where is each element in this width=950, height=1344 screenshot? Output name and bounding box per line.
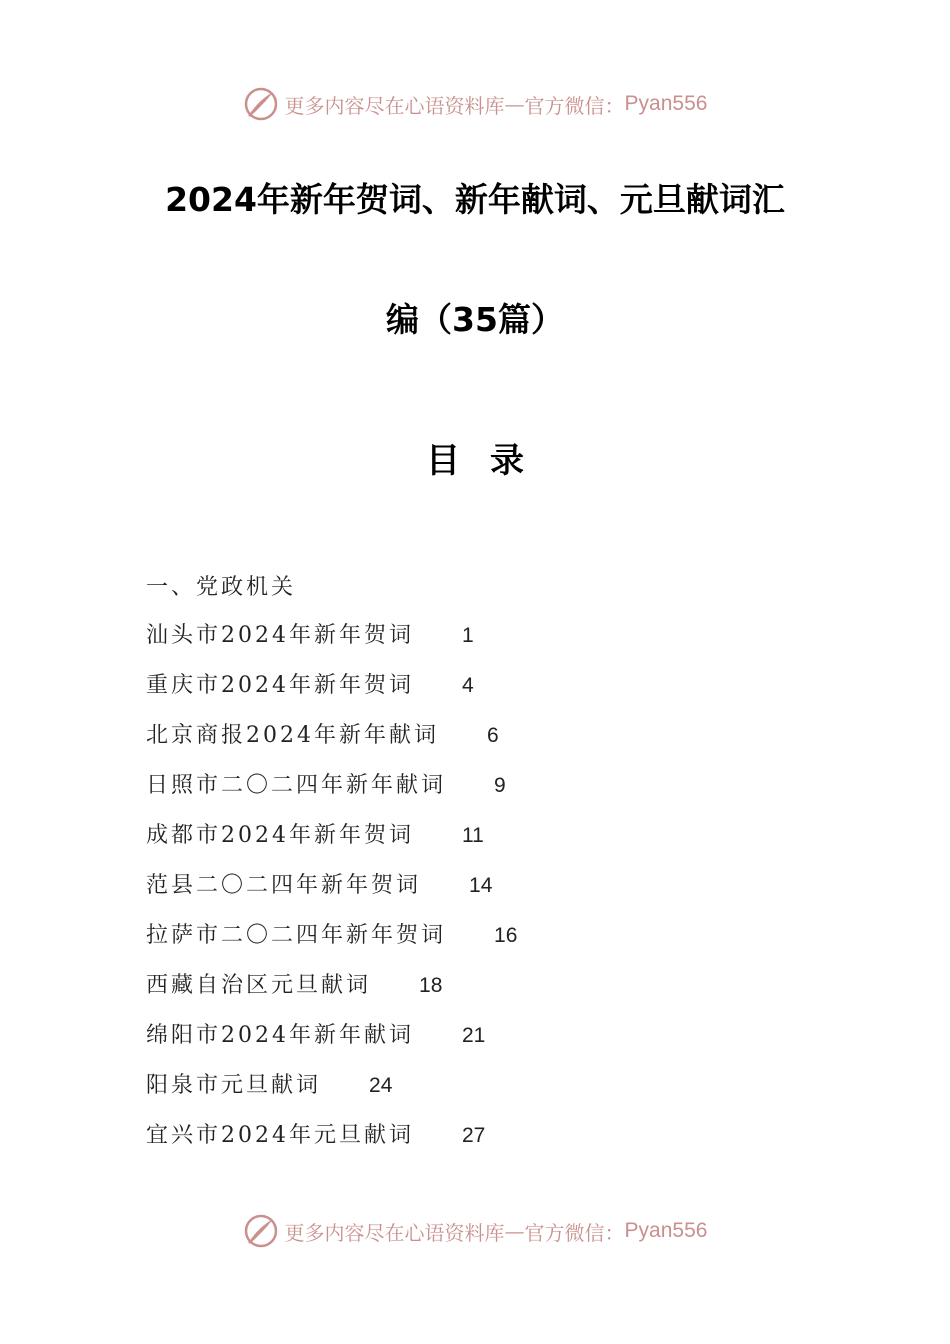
document-title-line-2: 编（35篇） <box>386 300 564 339</box>
toc-entry-page: 11 <box>462 824 484 847</box>
toc-entry-page: 4 <box>462 674 474 697</box>
toc-entry-title: 拉萨市二〇二四年新年贺词 <box>146 923 447 948</box>
toc-entry-page: 6 <box>487 724 499 747</box>
toc-entry-page: 27 <box>462 1124 486 1147</box>
banner-wechat-label: 官方微信： <box>524 1220 625 1245</box>
toc-entry-title: 成都市2024年新年贺词 <box>146 823 414 848</box>
banner-separator: — <box>504 1219 525 1243</box>
banner-wechat-id: Pyan556 <box>624 92 708 115</box>
toc-entry[interactable] <box>146 1068 517 1118</box>
toc-entry[interactable] <box>146 718 517 768</box>
banner-separator: — <box>504 92 525 116</box>
toc-entry[interactable] <box>146 918 517 968</box>
toc-entry-title: 西藏自治区元旦献词 <box>146 973 372 998</box>
banner-text: 更多内容尽在心语资料库 <box>284 1220 505 1245</box>
toc-entry-title: 绵阳市2024年新年献词 <box>146 1023 414 1048</box>
footer-watermark <box>0 1211 950 1251</box>
toc-entry[interactable] <box>146 1118 517 1168</box>
toc-entry-page: 18 <box>419 974 443 997</box>
toc-entry-page: 16 <box>494 924 518 947</box>
toc-entry-page: 24 <box>369 1074 393 1097</box>
toc-entry[interactable] <box>146 618 517 668</box>
quill-logo-icon <box>243 86 279 122</box>
toc-entry[interactable] <box>146 768 517 818</box>
toc-entry-page: 14 <box>469 874 493 897</box>
banner-wechat-label: 官方微信： <box>524 93 625 118</box>
toc-entry[interactable] <box>146 818 517 868</box>
toc-entry[interactable] <box>146 1018 517 1068</box>
header-watermark <box>0 84 950 124</box>
toc-entry-title: 北京商报2024年新年献词 <box>146 723 439 748</box>
toc-entry-title: 重庆市2024年新年贺词 <box>146 673 414 698</box>
banner-wechat-id: Pyan556 <box>624 1219 708 1242</box>
toc-entry-title: 汕头市2024年新年贺词 <box>146 623 414 648</box>
toc-entry-title: 阳泉市元旦献词 <box>146 1073 322 1098</box>
toc-entry[interactable] <box>146 968 517 1018</box>
document-title-line-1: 2024年新年贺词、新年献词、元旦献词汇 <box>165 180 785 219</box>
toc-entry-title: 宜兴市2024年元旦献词 <box>146 1123 414 1148</box>
toc-section-heading: 一、党政机关 <box>146 575 297 600</box>
toc-entry-page: 21 <box>462 1024 486 1047</box>
toc-entry[interactable] <box>146 868 517 918</box>
toc-entry-page: 1 <box>462 624 474 647</box>
toc-entry-title: 范县二〇二四年新年贺词 <box>146 873 422 898</box>
banner-text: 更多内容尽在心语资料库 <box>284 93 505 118</box>
toc-heading: 目录 <box>426 441 554 481</box>
toc-list <box>146 618 517 1168</box>
toc-entry-title: 日照市二〇二四年新年献词 <box>146 773 447 798</box>
toc-entry-page: 9 <box>494 774 506 797</box>
toc-entry[interactable] <box>146 668 517 718</box>
quill-logo-icon <box>243 1213 279 1249</box>
